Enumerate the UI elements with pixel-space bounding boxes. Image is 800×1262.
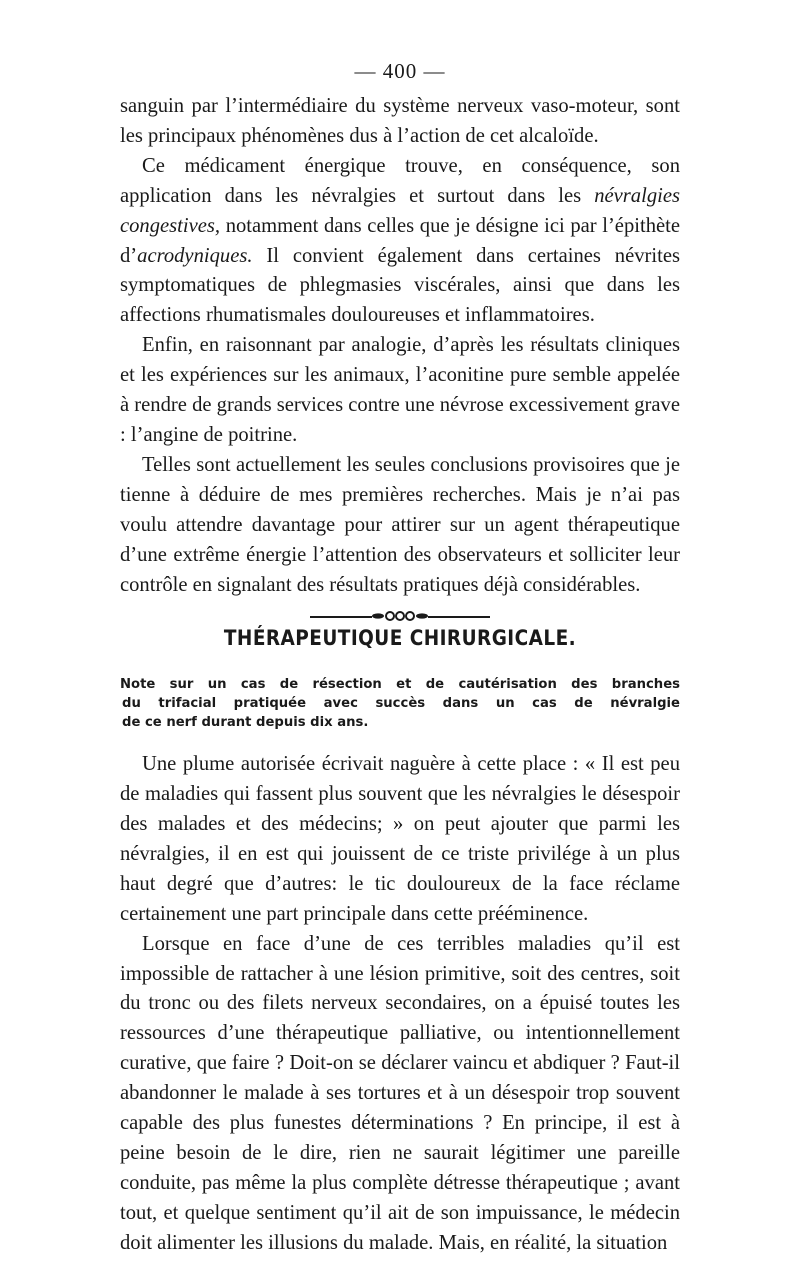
paragraph-5: Une plume autorisée écrivait naguère à cette place : « Il est peu de maladies qui fassent plus souvent que les névralgies le désespoir des malades et des médecins; » on peut ajouter que parmi les névralgies, il en est qui jouissent de ce triste privilége à un plus haut degré que d’autres: le tic douloureux de la face réclame certainement une part principale dans cette prééminence.	[120, 753, 680, 925]
paragraph-2-emphasis-2: acrodyniques.	[137, 244, 253, 267]
paragraph-2-text-a: Ce médicament énergique trouve, en conséquence, son application dans les névralgies et surtout dans les	[120, 154, 680, 207]
paragraph-3: Enfin, en raisonnant par analogie, d’après les résultats cliniques et les expériences sur les animaux, l’aconitine pure semble appelée à rendre de grands services contre une névrose excessivement grave : l’angine de poitrine.	[120, 334, 680, 446]
page-number: — 400 —	[354, 59, 446, 83]
paragraph-1: sanguin par l’intermédiaire du système nerveux vaso-moteur, sont les principaux phénomènes dus à l’action de cet alcaloïde.	[120, 95, 680, 147]
paragraph-2-text-b: notamment dans celles que je désigne ici par l’épithète d’	[120, 214, 680, 267]
note-heading-line-2: du trifacial pratiquée avec succès dans un cas de névralgie	[122, 696, 680, 711]
paragraph-6: Lorsque en face d’une de ces terribles maladies qu’il est impossible de rattacher à une lésion primitive, soit des centres, soit du tronc ou des filets nerveux secondaires, on a épuisé toutes les ressources d’une thérapeutique palliative, ou intentionnellement curative, que faire ? Doit-on se déclarer vaincu et abdiquer ? Faut-il abandonner le malade à ses tortures et à un désespoir trop souvent capable des plus funestes déterminations ? En principe, il est à peine besoin de le dire, rien ne saurait légitimer une pareille conduite, pas même la plus complète détresse thérapeutique ; avant tout, et quelque sentiment qu’il ait de son impuissance, le médecin doit alimenter les illusions du malade. Mais, en réalité, la situation	[120, 932, 680, 1254]
note-heading-line-1: Note sur un cas de résection et de cautérisation des branches	[120, 677, 680, 693]
note-heading-line-3: de ce nerf durant depuis dix ans.	[122, 714, 369, 730]
ornamental-rule	[120, 610, 680, 624]
paragraph-2	[120, 152, 680, 331]
note-heading	[120, 676, 680, 732]
paragraph-2-text-c: Il convient également dans certaines névrites symptomatiques de phlegmasies viscérales, ainsi que dans les affections rhumatismales douloureuses et inflammatoires.	[120, 244, 680, 327]
ornament-icon	[372, 610, 428, 622]
book-page	[120, 58, 680, 1254]
section-title: THÉRAPEUTIQUE CHIRURGICALE.	[223, 626, 577, 651]
paragraph-4: Telles sont actuellement les seules conclusions provisoires que je tienne à déduire de mes premières recherches. Mais je n’ai pas voulu attendre davantage pour attirer sur un agent thérapeutique d’une extrême énergie l’attention des observateurs et solliciter leur contrôle en signalant des résultats pratiques déjà considérables.	[120, 453, 680, 596]
paragraph-2-emphasis-1: névralgies congestives,	[120, 184, 680, 237]
